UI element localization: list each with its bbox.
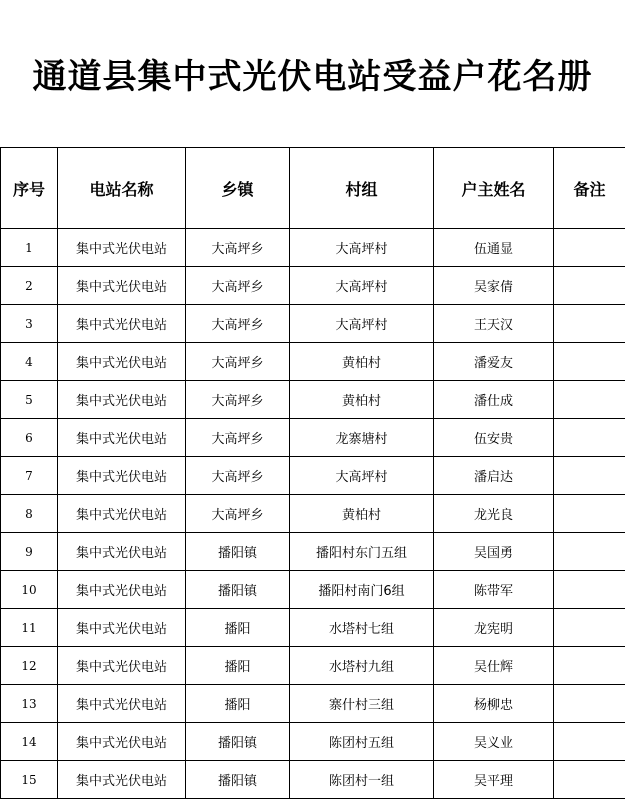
cell-station: 集中式光伏电站 xyxy=(58,495,186,533)
page-title: 通道县集中式光伏电站受益户花名册 xyxy=(32,57,593,97)
cell-township: 大高坪乡 xyxy=(186,343,290,381)
table-row xyxy=(1,647,625,685)
cell-householder: 吴家倩 xyxy=(434,267,554,305)
cell-village: 播阳村南门6组 xyxy=(290,571,434,609)
cell-remarks xyxy=(554,533,625,571)
cell-index: 11 xyxy=(1,609,58,647)
table-row xyxy=(1,343,625,381)
table-row xyxy=(1,457,625,495)
cell-householder: 吴义业 xyxy=(434,723,554,761)
table-row xyxy=(1,305,625,343)
cell-index: 10 xyxy=(1,571,58,609)
cell-remarks xyxy=(554,305,625,343)
cell-village: 大高坪村 xyxy=(290,457,434,495)
cell-station: 集中式光伏电站 xyxy=(58,533,186,571)
cell-station: 集中式光伏电站 xyxy=(58,685,186,723)
cell-station: 集中式光伏电站 xyxy=(58,267,186,305)
cell-remarks xyxy=(554,457,625,495)
cell-township: 播阳 xyxy=(186,647,290,685)
cell-remarks xyxy=(554,761,625,799)
cell-village: 陈团村一组 xyxy=(290,761,434,799)
cell-township: 播阳 xyxy=(186,609,290,647)
cell-index: 13 xyxy=(1,685,58,723)
table-row xyxy=(1,609,625,647)
cell-station: 集中式光伏电站 xyxy=(58,229,186,267)
cell-township: 播阳镇 xyxy=(186,571,290,609)
cell-householder: 伍通显 xyxy=(434,229,554,267)
table-row xyxy=(1,229,625,267)
cell-station: 集中式光伏电站 xyxy=(58,419,186,457)
cell-station: 集中式光伏电站 xyxy=(58,305,186,343)
cell-remarks xyxy=(554,723,625,761)
cell-township: 大高坪乡 xyxy=(186,305,290,343)
cell-township: 大高坪乡 xyxy=(186,419,290,457)
cell-station: 集中式光伏电站 xyxy=(58,381,186,419)
column-header-householder: 户主姓名 xyxy=(434,148,554,229)
table-row xyxy=(1,495,625,533)
cell-village: 龙寨塘村 xyxy=(290,419,434,457)
table-row xyxy=(1,533,625,571)
cell-householder: 龙光良 xyxy=(434,495,554,533)
table-row xyxy=(1,761,625,799)
cell-remarks xyxy=(554,685,625,723)
column-header-index: 序号 xyxy=(1,148,58,229)
cell-householder: 吴仕辉 xyxy=(434,647,554,685)
cell-village: 水塔村九组 xyxy=(290,647,434,685)
table-row xyxy=(1,267,625,305)
cell-township: 播阳镇 xyxy=(186,761,290,799)
cell-householder: 伍安贵 xyxy=(434,419,554,457)
cell-index: 7 xyxy=(1,457,58,495)
column-header-village: 村组 xyxy=(290,148,434,229)
cell-village: 播阳村东门五组 xyxy=(290,533,434,571)
column-header-station: 电站名称 xyxy=(58,148,186,229)
cell-station: 集中式光伏电站 xyxy=(58,457,186,495)
cell-village: 黄柏村 xyxy=(290,495,434,533)
cell-remarks xyxy=(554,419,625,457)
cell-index: 2 xyxy=(1,267,58,305)
cell-station: 集中式光伏电站 xyxy=(58,343,186,381)
cell-householder: 潘爱友 xyxy=(434,343,554,381)
cell-index: 1 xyxy=(1,229,58,267)
cell-index: 12 xyxy=(1,647,58,685)
cell-township: 大高坪乡 xyxy=(186,267,290,305)
cell-householder: 杨柳忠 xyxy=(434,685,554,723)
cell-village: 大高坪村 xyxy=(290,305,434,343)
cell-station: 集中式光伏电站 xyxy=(58,571,186,609)
table-row xyxy=(1,723,625,761)
cell-householder: 王天汉 xyxy=(434,305,554,343)
cell-station: 集中式光伏电站 xyxy=(58,609,186,647)
cell-township: 播阳 xyxy=(186,685,290,723)
table-row xyxy=(1,419,625,457)
cell-householder: 陈带军 xyxy=(434,571,554,609)
cell-index: 3 xyxy=(1,305,58,343)
cell-township: 大高坪乡 xyxy=(186,495,290,533)
cell-township: 播阳镇 xyxy=(186,723,290,761)
cell-remarks xyxy=(554,267,625,305)
table-row xyxy=(1,381,625,419)
beneficiary-table xyxy=(0,147,625,799)
cell-index: 8 xyxy=(1,495,58,533)
cell-householder: 吴平理 xyxy=(434,761,554,799)
cell-index: 4 xyxy=(1,343,58,381)
cell-remarks xyxy=(554,609,625,647)
cell-station: 集中式光伏电站 xyxy=(58,647,186,685)
cell-householder: 潘启达 xyxy=(434,457,554,495)
table-row xyxy=(1,571,625,609)
cell-village: 水塔村七组 xyxy=(290,609,434,647)
cell-township: 播阳镇 xyxy=(186,533,290,571)
cell-village: 黄柏村 xyxy=(290,343,434,381)
cell-village: 寨什村三组 xyxy=(290,685,434,723)
table-body xyxy=(1,229,625,799)
cell-householder: 潘仕成 xyxy=(434,381,554,419)
cell-remarks xyxy=(554,495,625,533)
column-header-township: 乡镇 xyxy=(186,148,290,229)
cell-index: 14 xyxy=(1,723,58,761)
cell-remarks xyxy=(554,571,625,609)
cell-township: 大高坪乡 xyxy=(186,457,290,495)
cell-village: 大高坪村 xyxy=(290,267,434,305)
cell-householder: 龙宪明 xyxy=(434,609,554,647)
cell-village: 陈团村五组 xyxy=(290,723,434,761)
cell-township: 大高坪乡 xyxy=(186,229,290,267)
table-row xyxy=(1,685,625,723)
cell-householder: 吴国勇 xyxy=(434,533,554,571)
cell-remarks xyxy=(554,343,625,381)
cell-remarks xyxy=(554,647,625,685)
cell-index: 6 xyxy=(1,419,58,457)
cell-village: 大高坪村 xyxy=(290,229,434,267)
cell-station: 集中式光伏电站 xyxy=(58,761,186,799)
cell-station: 集中式光伏电站 xyxy=(58,723,186,761)
cell-remarks xyxy=(554,381,625,419)
cell-village: 黄柏村 xyxy=(290,381,434,419)
table-header-row xyxy=(1,148,625,229)
cell-index: 5 xyxy=(1,381,58,419)
cell-remarks xyxy=(554,229,625,267)
cell-index: 9 xyxy=(1,533,58,571)
cell-index: 15 xyxy=(1,761,58,799)
column-header-remarks: 备注 xyxy=(554,148,625,229)
cell-township: 大高坪乡 xyxy=(186,381,290,419)
